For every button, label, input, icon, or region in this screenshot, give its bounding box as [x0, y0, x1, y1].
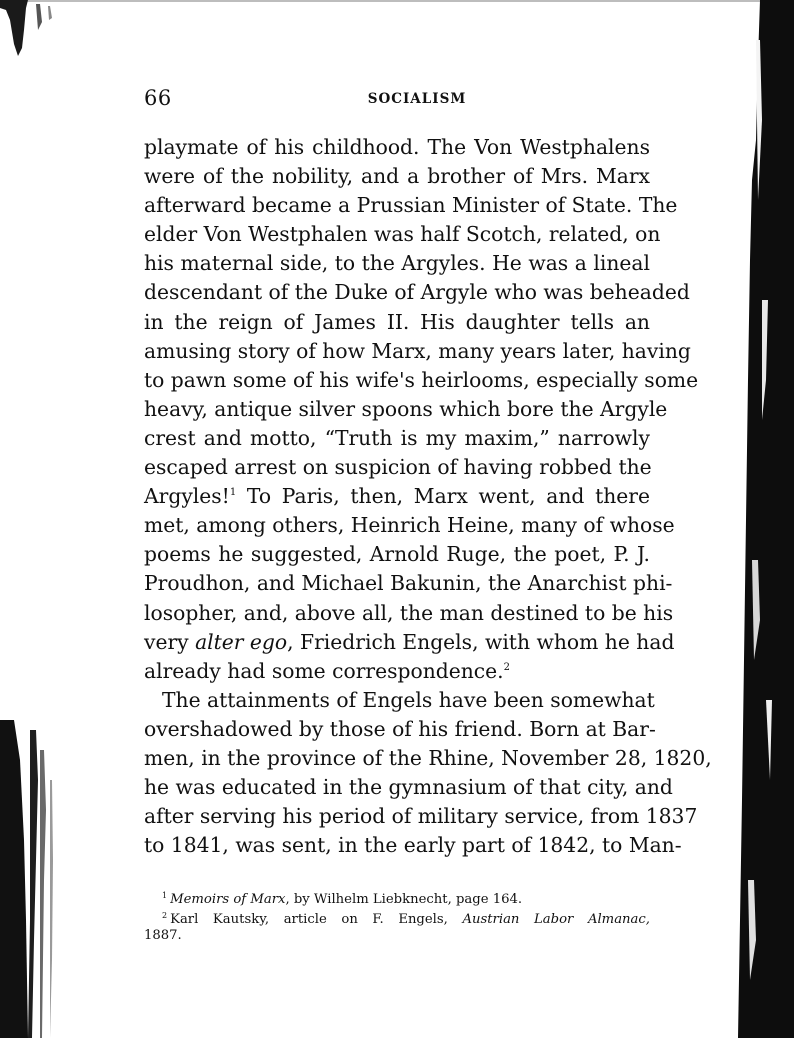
running-title-text: SOCIALISM [367, 91, 467, 107]
scan-edge-right [738, 0, 794, 1038]
text-line: The attainments of Engels have been somewhat [162, 687, 655, 712]
text-segment: Argyles! [144, 484, 230, 509]
text-line [144, 482, 650, 511]
text-line: men, in the province of the Rhine, November 28, 1820, [144, 745, 712, 770]
footnote-title: Austrian Labor Almanac, [462, 912, 650, 927]
text-line: losopher, and, above all, the man destined to be his [144, 600, 674, 625]
text-line: crest and motto, “Truth is my maxim,” narrowly [144, 425, 650, 450]
text-segment: , Friedrich Engels, with whom he had [287, 629, 675, 654]
text-line: afterward became a Prussian Minister of State. The [144, 193, 678, 218]
text-line: escaped arrest on suspicion of having robbed the [144, 455, 652, 480]
page-top-rule [0, 0, 794, 2]
text-line: heavy, antique silver spoons which bore the Argyle [144, 396, 668, 421]
footnote-marker: 1 [162, 891, 168, 900]
text-line: he was educated in the gymnasium of that city, and [144, 775, 673, 800]
text-line: Proudhon, and Michael Bakunin, the Anarchist phi- [144, 571, 673, 596]
page-number: 66 [144, 86, 172, 110]
footnote-text: , by Wilhelm Liebknecht, page 164. [285, 892, 523, 907]
text-segment: already had some correspondence. [144, 658, 504, 683]
body-text [144, 133, 712, 860]
italic-phrase: alter ego [195, 629, 288, 654]
text-line: after serving his period of military service, from 1837 [144, 804, 698, 829]
text-line: in the reign of James II. His daughter tells an [144, 309, 650, 334]
footnote-2-continuation: 1887. [144, 928, 182, 943]
text-line: met, among others, Heinrich Heine, many of whose [144, 513, 675, 538]
footnote-2 [144, 906, 650, 926]
text-line: were of the nobility, and a brother of Mrs. Marx [144, 164, 650, 189]
scan-edge-left-bottom [0, 720, 68, 1038]
text-line: amusing story of how Marx, many years later, having [144, 338, 691, 363]
text-line: his maternal side, to the Argyles. He was a lineal [144, 251, 650, 276]
page-header [144, 86, 650, 114]
running-title [144, 91, 650, 107]
text-line: descendant of the Duke of Argyle who was beheaded [144, 280, 690, 305]
footnote-ref-2[interactable]: 2 [503, 661, 510, 673]
footnote-marker: 2 [162, 911, 168, 920]
text-line: playmate of his childhood. The Von Westphalens [144, 135, 650, 159]
scan-edge-left-top [0, 0, 68, 60]
text-segment: very [144, 629, 196, 654]
footnote-text: Karl Kautsky, article on F. Engels, [170, 912, 463, 927]
text-line [144, 657, 650, 686]
footnote-title: Memoirs of Marx [170, 892, 286, 907]
text-line [144, 628, 675, 657]
text-line: to pawn some of his wife's heirlooms, especially some [144, 367, 699, 392]
text-segment: To Paris, then, Marx went, and there [236, 484, 650, 509]
footnote-ref-1[interactable]: 1 [229, 487, 237, 499]
text-line: overshadowed by those of his friend. Born at Bar- [144, 716, 656, 741]
text-line: to 1841, was sent, in the early part of 1842, to Man- [144, 833, 682, 858]
footnotes [144, 886, 650, 946]
footnote-1 [144, 886, 650, 906]
text-line: poems he suggested, Arnold Ruge, the poet, P. J. [144, 542, 650, 567]
text-line: elder Von Westphalen was half Scotch, related, on [144, 222, 661, 247]
